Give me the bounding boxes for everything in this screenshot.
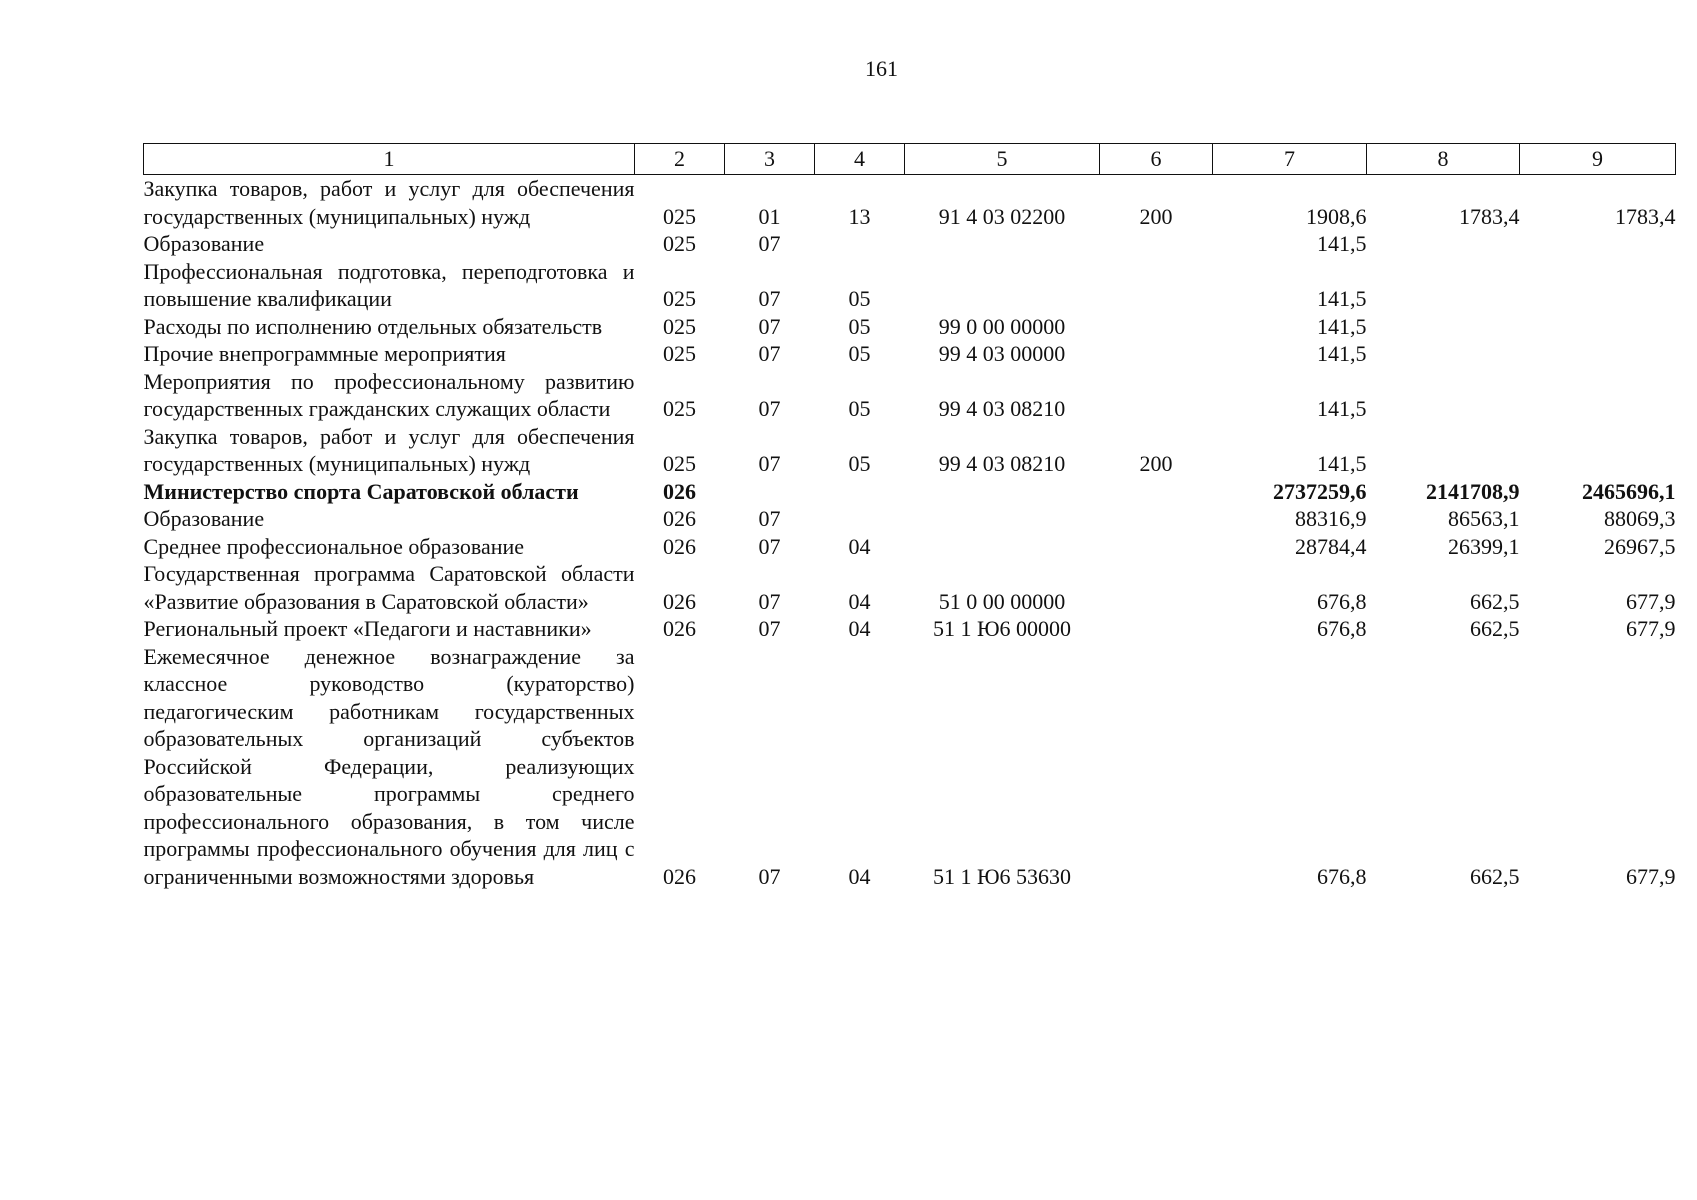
- code-subsection: 05: [848, 341, 871, 366]
- row-name: Закупка товаров, работ и услуг для обеспечения государственных (муниципальных) нужд: [143, 176, 635, 229]
- code-expense-type: 200: [1139, 451, 1173, 476]
- amount-col7: 28784,4: [1295, 533, 1367, 559]
- row-name: Образование: [143, 506, 265, 531]
- amount-col7: 1908,6: [1306, 203, 1367, 229]
- amount-col8: [1367, 368, 1520, 423]
- table-row: [144, 175, 1676, 231]
- column-header: 4: [815, 144, 905, 175]
- code-ministry: 026: [663, 478, 696, 504]
- row-name: Среднее профессиональное образование: [143, 533, 525, 559]
- code-section: 07: [758, 341, 781, 366]
- amount-col8: [1367, 313, 1520, 341]
- code-section: 07: [758, 231, 781, 256]
- table-row: [144, 230, 1676, 258]
- code-expense-type: [1100, 615, 1213, 643]
- code-target-article: 51 1 Ю6 00000: [932, 616, 1072, 641]
- amount-col7: 676,8: [1317, 863, 1367, 889]
- code-subsection: 04: [848, 863, 871, 889]
- code-section: 07: [758, 533, 781, 559]
- amount-col7: 88316,9: [1295, 506, 1367, 531]
- table-row: [144, 643, 1676, 891]
- code-section: 07: [758, 313, 781, 339]
- amount-col9: 677,9: [1626, 616, 1676, 641]
- amount-col9: 677,9: [1626, 863, 1676, 889]
- amount-col7: 676,8: [1317, 588, 1367, 614]
- code-ministry: 025: [663, 396, 696, 421]
- row-name: Профессиональная подготовка, переподготовка и повышение квалификации: [143, 258, 635, 311]
- column-header: 7: [1213, 144, 1367, 175]
- code-subsection: [815, 230, 905, 258]
- amount-col9: [1520, 258, 1676, 313]
- column-header: 1: [144, 144, 635, 175]
- column-header: 3: [725, 144, 815, 175]
- row-name: Мероприятия по профессиональному развитию государственных гражданских служащих области: [143, 368, 635, 421]
- column-header: 6: [1100, 144, 1213, 175]
- code-expense-type: [1100, 368, 1213, 423]
- code-section: 07: [758, 588, 781, 614]
- code-ministry: 026: [663, 863, 696, 889]
- code-subsection: 13: [848, 203, 871, 229]
- code-subsection: [815, 505, 905, 533]
- amount-col7: 141,5: [1317, 341, 1367, 366]
- code-subsection: 04: [848, 588, 871, 614]
- code-expense-type: [1100, 340, 1213, 368]
- code-expense-type: [1100, 230, 1213, 258]
- table-row: [144, 560, 1676, 615]
- table-row: [144, 423, 1676, 478]
- amount-col9: 1783,4: [1615, 203, 1676, 229]
- code-section: [725, 478, 815, 506]
- column-header: 8: [1367, 144, 1520, 175]
- header-row: [144, 144, 1676, 175]
- code-ministry: 025: [663, 313, 696, 339]
- code-target-article: 51 0 00 00000: [938, 588, 1066, 614]
- table-row: [144, 478, 1676, 506]
- amount-col9: [1520, 230, 1676, 258]
- amount-col8: [1367, 423, 1520, 478]
- code-subsection: [815, 478, 905, 506]
- code-target-article: 99 4 03 08210: [938, 396, 1066, 421]
- row-name: Государственная программа Саратовской области «Развитие образования в Саратовской области»: [143, 561, 635, 614]
- amount-col8: 2141708,9: [1426, 478, 1520, 504]
- amount-col9: 26967,5: [1604, 533, 1676, 559]
- amount-col8: 662,5: [1470, 616, 1520, 641]
- code-subsection: 04: [848, 616, 871, 641]
- table-row: [144, 533, 1676, 561]
- column-header: 5: [905, 144, 1100, 175]
- code-section: 01: [758, 203, 781, 229]
- code-ministry: 025: [663, 203, 696, 229]
- row-name: Ежемесячное денежное вознаграждение за классное руководство (кураторство) педагогическим работникам государственных образовательных организаций субъектов Российской Федерации, реализующих образовательные программы среднего профессионального образования, в том числе программы профессионального обучения для лиц с ограниченными возможностями здоровья: [143, 643, 635, 889]
- amount-col8: 86563,1: [1448, 506, 1520, 531]
- amount-col7: 141,5: [1317, 396, 1367, 421]
- amount-col8: 662,5: [1470, 588, 1520, 614]
- code-section: 07: [758, 506, 781, 531]
- amount-col9: [1520, 313, 1676, 341]
- code-expense-type: [1100, 478, 1213, 506]
- amount-col7: 141,5: [1317, 286, 1367, 311]
- amount-col9: 88069,3: [1604, 506, 1676, 531]
- code-target-article: 51 1 Ю6 53630: [932, 863, 1072, 889]
- code-ministry: 025: [663, 341, 696, 366]
- code-section: 07: [758, 286, 781, 311]
- amount-col7: 676,8: [1317, 616, 1367, 641]
- amount-col9: [1520, 368, 1676, 423]
- code-subsection: 04: [848, 533, 871, 559]
- code-expense-type: [1100, 258, 1213, 313]
- code-expense-type: [1100, 313, 1213, 341]
- row-name: Министерство спорта Саратовской области: [143, 478, 579, 504]
- budget-table: [143, 143, 1676, 890]
- table-body: [144, 175, 1676, 891]
- amount-col8: [1367, 258, 1520, 313]
- code-target-article: 99 4 03 08210: [938, 451, 1066, 476]
- table-row: [144, 340, 1676, 368]
- amount-col9: [1520, 423, 1676, 478]
- code-expense-type: [1100, 505, 1213, 533]
- code-subsection: 05: [848, 313, 871, 339]
- table-row: [144, 313, 1676, 341]
- code-ministry: 025: [663, 451, 696, 476]
- row-name: Региональный проект «Педагоги и наставники»: [143, 616, 592, 641]
- code-target-article: [905, 258, 1100, 313]
- code-target-article: 99 0 00 00000: [938, 313, 1066, 339]
- code-target-article: [905, 230, 1100, 258]
- code-expense-type: 200: [1139, 203, 1173, 229]
- table-row: [144, 368, 1676, 423]
- code-target-article: 91 4 03 02200: [938, 203, 1066, 229]
- table-row: [144, 505, 1676, 533]
- code-target-article: [905, 505, 1100, 533]
- amount-col9: 677,9: [1626, 588, 1676, 614]
- amount-col9: [1520, 340, 1676, 368]
- amount-col8: 26399,1: [1448, 533, 1520, 559]
- amount-col9: 2465696,1: [1582, 478, 1676, 504]
- page-number: 161: [865, 56, 898, 81]
- row-name: Прочие внепрограммные мероприятия: [143, 341, 506, 366]
- column-header: 9: [1520, 144, 1676, 175]
- row-name: Закупка товаров, работ и услуг для обеспечения государственных (муниципальных) нужд: [143, 423, 635, 476]
- code-ministry: 025: [663, 231, 696, 256]
- code-ministry: 025: [663, 286, 696, 311]
- code-ministry: 026: [663, 616, 696, 641]
- column-header: 2: [635, 144, 725, 175]
- amount-col8: 662,5: [1470, 863, 1520, 889]
- code-ministry: 026: [663, 533, 696, 559]
- amount-col7: 2737259,6: [1273, 478, 1367, 504]
- amount-col8: [1367, 340, 1520, 368]
- amount-col8: 1783,4: [1459, 203, 1520, 229]
- table-row: [144, 615, 1676, 643]
- code-subsection: 05: [848, 451, 871, 476]
- code-target-article: [905, 478, 1100, 506]
- amount-col7: 141,5: [1317, 451, 1367, 476]
- table-row: [144, 258, 1676, 313]
- code-target-article: [905, 533, 1100, 561]
- code-subsection: 05: [848, 286, 871, 311]
- code-target-article: 99 4 03 00000: [938, 341, 1066, 366]
- code-ministry: 026: [663, 506, 696, 531]
- code-expense-type: [1100, 560, 1213, 615]
- amount-col7: 141,5: [1317, 231, 1367, 256]
- code-section: 07: [758, 616, 781, 641]
- code-expense-type: [1100, 533, 1213, 561]
- code-section: 07: [758, 396, 781, 421]
- code-section: 07: [758, 451, 781, 476]
- row-name: Образование: [143, 231, 265, 256]
- code-ministry: 026: [663, 588, 696, 614]
- amount-col8: [1367, 230, 1520, 258]
- code-expense-type: [1100, 643, 1213, 891]
- code-subsection: 05: [848, 396, 871, 421]
- amount-col7: 141,5: [1317, 313, 1367, 339]
- row-name: Расходы по исполнению отдельных обязательств: [143, 313, 603, 339]
- code-section: 07: [758, 863, 781, 889]
